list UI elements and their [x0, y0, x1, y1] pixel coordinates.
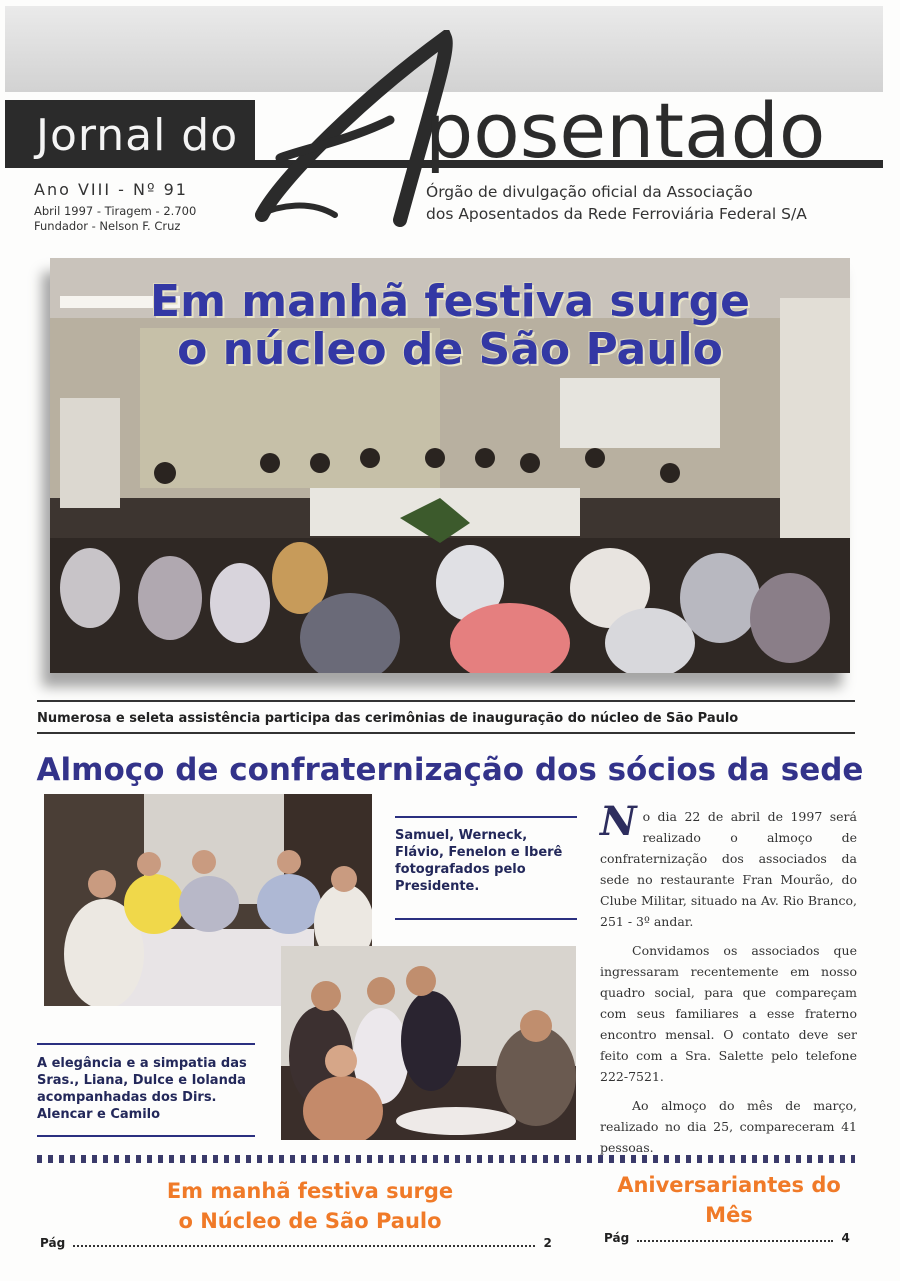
article-body [600, 798, 857, 1158]
caption-rule-bottom [37, 732, 855, 734]
article-title: Almoço de confraternização dos sócios da sede [36, 752, 864, 788]
dot-leader-1 [73, 1245, 535, 1247]
pag-label-2: Pág [604, 1231, 630, 1245]
print-date: Abril 1997 - Tiragem - 2.700 [34, 204, 197, 218]
index-title-1-line-1: Em manhã festiva surge [166, 1179, 454, 1203]
lead-photo [50, 258, 850, 673]
index-title-2-line-1: Aniversariantes do [617, 1173, 841, 1197]
index-title-2-line-2: Mês [705, 1203, 753, 1227]
article-paragraph-3: Ao almoço do mês de março, realizado no dia 25, compareceram 41 pessoas. [600, 1098, 857, 1155]
issue-number: Ano VIII - Nº 91 [34, 180, 188, 199]
dotted-separator [37, 1155, 855, 1163]
dot-leader-2 [637, 1240, 833, 1242]
index-page-ref-2[interactable] [604, 1231, 854, 1245]
page-number-1: 2 [543, 1236, 552, 1250]
article-paragraph-1: No dia 22 de abril de 1997 será realizado o almoço de confraternização dos associados da sede no restaurante Fran Mourão, do Clube Militar, situado na Av. Rio Branco, 251 - 3º andar. [600, 798, 857, 929]
lead-headline-line-1: Em manhã festiva surge [150, 276, 750, 327]
caption-rule-top [37, 700, 855, 702]
pag-label-1: Pág [40, 1236, 66, 1250]
index-title-2[interactable] [590, 1170, 868, 1230]
lead-photo-caption: Numerosa e seleta assistência participa das cerimônias de inauguração do núcleo de São Paulo [37, 711, 739, 726]
photo2-caption-rule-top [37, 1043, 255, 1045]
organ-line-1: Órgão de divulgação oficial da Associação [426, 183, 753, 201]
photo1-caption: Samuel, Werneck, Flávio, Fenelon e Iberê fotografados pelo Presidente. [395, 828, 563, 894]
index-page-ref-1[interactable] [40, 1236, 565, 1250]
article-paragraph-2: Convidamos os associados que ingressaram recentemente em nosso quadro social, para que compareçam com seus familiares a esse fraterno encontro mensal. O contato deve ser feito com a Sra. Salette pelo telefone 222-7521. [600, 943, 857, 1084]
masthead-title-left: Jornal do [36, 110, 239, 161]
photo2-caption: A elegância e a simpatia das Sras., Liana, Dulce e Iolanda acompanhadas dos Dirs. Alencar e Camilo [37, 1056, 247, 1122]
photo1-caption-rule-bottom [395, 918, 577, 920]
photo2-caption-rule-bottom [37, 1135, 255, 1137]
masthead-title-right: posentado [425, 86, 826, 175]
lunch-photo-ladies [281, 946, 576, 1140]
page-number-2: 4 [841, 1231, 850, 1245]
index-title-1[interactable] [95, 1176, 525, 1236]
founder: Fundador - Nelson F. Cruz [34, 219, 181, 233]
organ-line-2: dos Aposentados da Rede Ferroviária Federal S/A [426, 205, 807, 223]
lunch-ladies-image [281, 946, 576, 1140]
photo1-caption-rule-top [395, 816, 577, 818]
article-dropcap: N [600, 798, 637, 845]
lead-headline-line-2: o núcleo de São Paulo [177, 324, 723, 375]
index-title-1-line-2: o Núcleo de São Paulo [178, 1209, 442, 1233]
